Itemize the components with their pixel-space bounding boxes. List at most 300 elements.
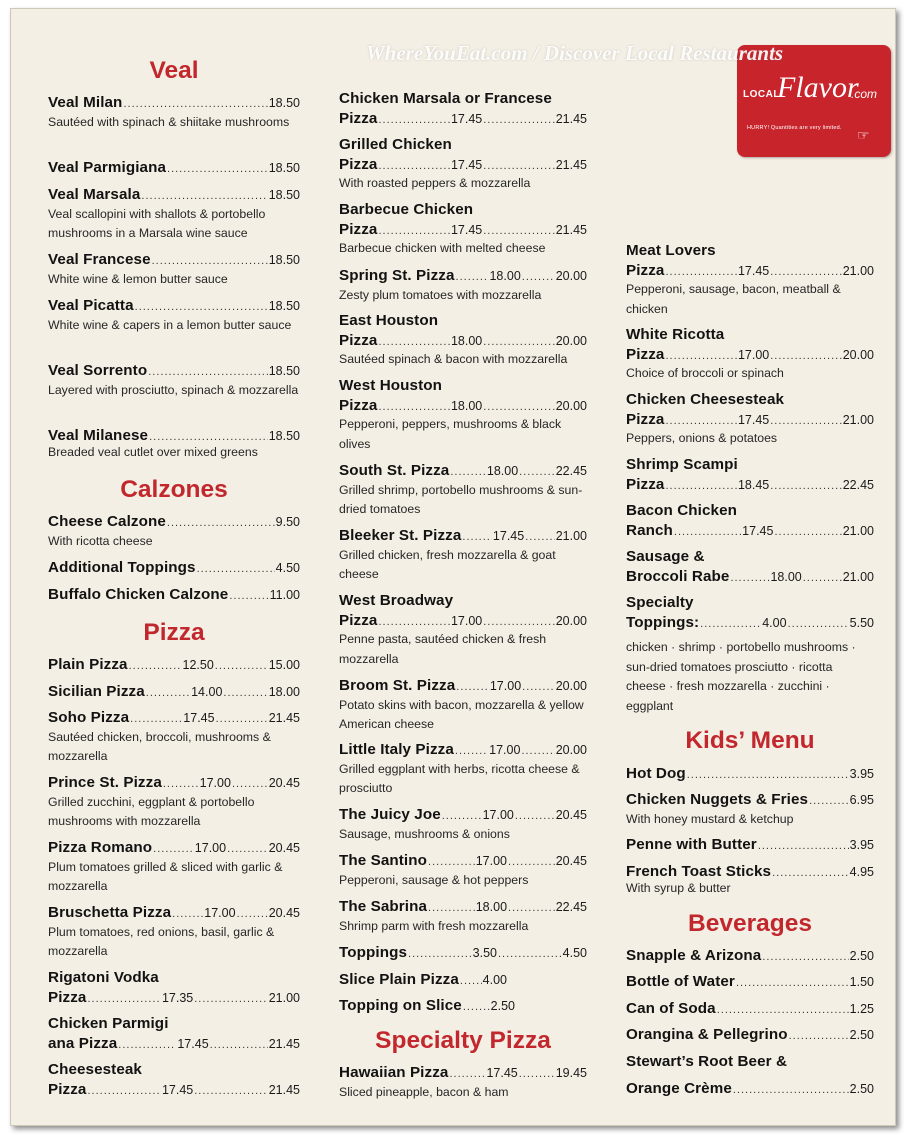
dot-leader (770, 412, 841, 432)
item-price-small: 17.00 (482, 808, 514, 822)
item-name: Pizza (339, 155, 378, 173)
dot-leader (146, 684, 190, 704)
dot-leader (456, 678, 489, 698)
menu-page (10, 8, 896, 1126)
menu-item (626, 501, 874, 540)
item-price-large: 21.00 (268, 990, 300, 1005)
item-price: 18.50 (268, 96, 300, 110)
item-description: With roasted peppers & mozzarella (339, 176, 531, 191)
item-name: Little Italy Pizza (339, 741, 454, 758)
menu-item (339, 376, 587, 454)
item-price-small: 17.45 (737, 263, 770, 278)
item-description: Grilled zucchini, eggplant & portobello mushrooms with mozzarella (48, 794, 255, 829)
menu-item (48, 655, 300, 675)
logo-tagline: HURRY! Quantities are very limited. (747, 125, 842, 131)
item-name: Can of Soda (626, 1000, 716, 1017)
item-name-line1: Stewart’s Root Beer & (626, 1053, 788, 1070)
item-name-line1: Barbecue Chicken (339, 201, 474, 218)
item-price: 18.50 (268, 364, 300, 378)
item-description: Sautéed chicken, broccoli, mushrooms & mozzarella (48, 729, 271, 764)
item-price-small: 17.45 (492, 529, 525, 543)
item-price-small: 18.00 (770, 569, 802, 584)
item-price: 4.00 (482, 973, 507, 987)
menu-item (626, 1052, 874, 1098)
menu-item (339, 461, 587, 520)
item-name: Pizza (339, 220, 378, 238)
dot-leader (522, 268, 555, 288)
item-price-small: 17.00 (194, 841, 227, 855)
item-price-small: 17.00 (737, 347, 770, 362)
section-heading-calzones: Calzones (120, 476, 228, 503)
item-name: Veal Marsala (48, 186, 141, 203)
menu-item (48, 903, 300, 962)
item-name: Cheese Calzone (48, 513, 166, 530)
dot-leader (450, 463, 486, 483)
menu-item (48, 838, 300, 897)
item-name: Veal Francese (48, 251, 151, 268)
dot-leader (515, 807, 555, 827)
item-name-line1: Specialty (626, 594, 694, 611)
item-price-small: 17.45 (742, 523, 774, 538)
dot-leader (700, 615, 761, 635)
dot-leader (687, 766, 849, 786)
item-price-large: 20.00 (842, 347, 874, 362)
dot-leader (428, 853, 475, 873)
item-description: Shrimp parm with fresh mozzarella (339, 918, 529, 933)
dot-leader (216, 710, 268, 730)
item-price: 3.95 (849, 838, 874, 852)
menu-item (626, 999, 874, 1019)
item-description: Zesty plum tomatoes with mozzarella (339, 287, 542, 302)
item-price-large: 22.45 (842, 477, 874, 492)
item-price-large: 20.00 (555, 398, 587, 413)
dot-leader (508, 853, 555, 873)
item-name-line1: West Broadway (339, 592, 454, 609)
item-description: Barbecue chicken with melted cheese (339, 241, 546, 256)
item-description: Sausage, mushrooms & onions (339, 826, 510, 841)
menu-item (339, 943, 587, 963)
item-price-large: 5.50 (849, 615, 874, 630)
menu-item (48, 296, 300, 335)
menu-item (48, 1060, 300, 1099)
item-name-line1: Chicken Marsala or Francese (339, 90, 552, 107)
dot-leader (449, 1065, 485, 1085)
menu-item (48, 558, 300, 578)
item-name: Veal Sorrento (48, 362, 148, 379)
item-description: Grilled chicken, fresh mozzarella & goat cheese (339, 547, 556, 582)
dot-leader (141, 187, 267, 207)
item-name: Orange Crème (626, 1079, 732, 1097)
menu-item (626, 862, 874, 898)
item-name: Toppings (339, 944, 408, 961)
menu-item (339, 805, 587, 844)
item-price-small: 17.45 (177, 1036, 209, 1051)
menu-item (48, 361, 300, 400)
item-price: 18.50 (268, 253, 300, 267)
item-price-large: 21.45 (268, 1036, 300, 1051)
item-description: Potato skins with bacon, mozzarella & yellow American cheese (339, 697, 584, 732)
item-price: 1.25 (849, 1002, 874, 1016)
menu-item (626, 390, 874, 449)
dot-leader (736, 974, 849, 994)
item-name-line1: Sausage & (626, 548, 705, 565)
menu-item (339, 266, 587, 305)
menu-item (48, 512, 300, 551)
dot-leader (770, 477, 841, 497)
dot-leader (123, 95, 267, 115)
dot-leader (522, 678, 555, 698)
menu-item (339, 89, 587, 128)
item-name: Pizza (48, 1080, 87, 1098)
dot-leader (442, 807, 482, 827)
item-description: Grilled eggplant with herbs, ricotta cheese & prosciutto (339, 761, 580, 796)
menu-item (48, 1014, 300, 1053)
item-name: Veal Parmigiana (48, 159, 167, 176)
site-watermark: WhereYouEat.com / Discover Local Restaurants (366, 41, 784, 65)
item-name-line1: Cheesesteak (48, 1061, 142, 1078)
item-price: 4.50 (275, 561, 300, 575)
dot-leader (758, 837, 849, 857)
item-price-small: 17.45 (183, 711, 215, 725)
item-price-small: 17.00 (489, 743, 521, 757)
menu-item (339, 591, 587, 669)
dot-leader (456, 268, 489, 288)
item-price-large: 21.45 (555, 157, 587, 172)
dot-leader (674, 523, 741, 543)
dot-leader (87, 1082, 160, 1102)
menu-item (48, 426, 300, 462)
dot-leader (774, 523, 841, 543)
menu-item (339, 526, 587, 585)
section-heading-beverages: Beverages (688, 910, 812, 937)
item-price-large: 21.45 (268, 1082, 300, 1097)
item-name-line1: West Houston (339, 377, 443, 394)
dot-leader (130, 710, 182, 730)
item-name: Toppings: (626, 613, 700, 631)
item-name: Topping on Slice (339, 997, 462, 1014)
menu-item (339, 1063, 587, 1102)
item-price-small: 17.45 (450, 157, 483, 172)
menu-item (339, 996, 587, 1016)
item-name: Veal Picatta (48, 297, 134, 314)
item-price: 4.95 (849, 865, 874, 879)
item-name: Spring St. Pizza (339, 267, 455, 284)
item-name: Buffalo Chicken Calzone (48, 586, 229, 603)
menu-item (339, 676, 587, 735)
menu-item (339, 135, 587, 194)
menu-item (48, 968, 300, 1007)
menu-item (626, 547, 874, 586)
item-price-small: 18.00 (450, 333, 483, 348)
item-description: With honey mustard & ketchup (626, 811, 794, 826)
item-name: Penne with Butter (626, 836, 757, 853)
item-name: Slice Plain Pizza (339, 971, 459, 988)
item-price: 9.50 (275, 515, 300, 529)
item-name: Prince St. Pizza (48, 774, 162, 791)
item-price-large: 20.00 (555, 679, 587, 693)
item-name-line1: Chicken Cheesesteak (626, 391, 785, 408)
item-name: Pizza (626, 261, 665, 279)
item-price-small: 17.35 (161, 990, 194, 1005)
item-price: 18.50 (268, 161, 300, 175)
item-name: Hot Dog (626, 765, 686, 782)
dot-leader (498, 945, 562, 965)
item-name: Chicken Nuggets & Fries (626, 791, 809, 808)
item-price: 1.50 (849, 975, 874, 989)
menu-item (626, 325, 874, 384)
item-price-small: 12.50 (182, 658, 214, 672)
item-name: Pizza (339, 109, 378, 127)
item-price-large: 20.00 (555, 613, 587, 628)
item-price-small: 17.00 (450, 613, 483, 628)
dot-leader (148, 363, 268, 383)
menu-item (48, 682, 300, 702)
item-price-large: 20.00 (555, 743, 587, 757)
menu-item (48, 158, 300, 178)
item-name-line1: Bacon Chicken (626, 502, 738, 519)
dot-leader (508, 899, 555, 919)
item-name: Pizza Romano (48, 839, 153, 856)
menu-item (339, 311, 587, 370)
item-price-small: 17.45 (161, 1082, 194, 1097)
dot-leader (525, 528, 555, 548)
item-description: Breaded veal cutlet over mixed greens (48, 444, 258, 459)
item-name-line1: Chicken Parmigi (48, 1015, 169, 1032)
item-description: Plum tomatoes grilled & sliced with garlic & mozzarella (48, 859, 283, 894)
menu-item (626, 593, 874, 717)
item-name-line1: White Ricotta (626, 326, 725, 343)
item-price-small: 18.45 (737, 477, 770, 492)
item-name: Pizza (626, 475, 665, 493)
item-price-small: 18.00 (475, 900, 508, 914)
item-description: With ricotta cheese (48, 533, 153, 548)
dot-leader (772, 864, 849, 884)
dot-leader (717, 1001, 849, 1021)
item-name: Pizza (626, 410, 665, 428)
item-price-small: 18.00 (450, 398, 483, 413)
dot-leader (197, 560, 275, 580)
item-price-large: 22.45 (555, 900, 587, 914)
dot-leader (163, 775, 199, 795)
item-name: The Sabrina (339, 898, 428, 915)
item-price: 2.50 (849, 949, 874, 963)
item-name: Hawaiian Pizza (339, 1064, 449, 1081)
item-price: 18.50 (268, 299, 300, 313)
menu-item (339, 740, 587, 799)
menu-item (48, 185, 300, 244)
item-description: Pepperoni, sausage, bacon, meatball & chicken (626, 282, 841, 316)
item-description: Penne pasta, sautéed chicken & fresh mozzarella (339, 632, 547, 666)
dot-leader (152, 252, 268, 272)
item-description: chicken · shrimp · portobello mushrooms · sun-dried tomatoes prosciutto · ricotta cheese · fresh mozzarella · zucchini · eggplant (626, 640, 856, 713)
item-name: Pizza (339, 611, 378, 629)
item-description: Peppers, onions & potatoes (626, 431, 778, 446)
dot-leader (378, 111, 449, 131)
dot-leader (762, 948, 848, 968)
dot-leader (519, 1065, 555, 1085)
dot-leader (730, 569, 769, 589)
item-name: Soho Pizza (48, 709, 130, 726)
dot-leader (519, 463, 555, 483)
dot-leader (788, 615, 849, 635)
dot-leader (232, 775, 268, 795)
item-description: Sautéed spinach & bacon with mozzarella (339, 352, 568, 367)
item-description: Pepperoni, peppers, mushrooms & black olives (339, 417, 562, 451)
item-price: 2.50 (849, 1081, 874, 1096)
dot-leader (463, 998, 490, 1018)
item-price-large: 21.00 (842, 263, 874, 278)
logo-com-text: .com (851, 87, 878, 101)
item-price: 2.50 (849, 1028, 874, 1042)
dot-leader (665, 477, 736, 497)
item-description: Plum tomatoes, red onions, basil, garlic & mozzarella (48, 924, 275, 959)
menu-item (48, 773, 300, 832)
item-name: The Juicy Joe (339, 806, 441, 823)
item-price-small: 18.00 (489, 269, 521, 283)
item-price-small: 17.00 (489, 679, 522, 693)
item-price-large: 15.00 (268, 658, 300, 672)
dot-leader (428, 899, 475, 919)
menu-item (339, 851, 587, 890)
item-name: Bottle of Water (626, 973, 735, 990)
dot-leader (210, 1036, 268, 1056)
logo-local-text: LOCAL (743, 89, 780, 100)
menu-item (339, 897, 587, 936)
dot-leader (462, 528, 492, 548)
item-price-large: 21.45 (555, 111, 587, 126)
item-price-large: 20.45 (555, 808, 587, 822)
menu-item (626, 972, 874, 992)
item-description: Layered with prosciutto, spinach & mozzarella (48, 382, 299, 397)
item-description: White wine & capers in a lemon butter sauce (48, 317, 292, 332)
dot-leader (408, 945, 472, 965)
item-price-large: 20.00 (555, 269, 587, 283)
menu-item (626, 835, 874, 855)
item-description: Grilled shrimp, portobello mushrooms & sun-dried tomatoes (339, 482, 583, 517)
dot-leader (803, 569, 842, 589)
menu-item (339, 970, 587, 990)
item-price-large: 21.00 (842, 569, 874, 584)
item-name: Broccoli Rabe (626, 567, 730, 585)
menu-item (48, 93, 300, 132)
item-name-line1: East Houston (339, 312, 439, 329)
section-heading-veal: Veal (149, 57, 199, 84)
item-name: Bruschetta Pizza (48, 904, 172, 921)
item-price-large: 21.00 (842, 523, 874, 538)
item-price-large: 20.45 (268, 906, 300, 920)
item-price-large: 22.45 (555, 464, 587, 478)
dot-leader (129, 657, 182, 677)
item-name-line1: Grilled Chicken (339, 136, 452, 153)
item-price-large: 20.45 (268, 841, 300, 855)
item-price-small: 14.00 (191, 685, 223, 699)
item-price-small: 17.45 (450, 111, 483, 126)
item-description: White wine & lemon butter sauce (48, 271, 228, 286)
dot-leader (118, 1036, 176, 1056)
item-description: Veal scallopini with shallots & portobello mushrooms in a Marsala wine sauce (48, 206, 266, 241)
section-heading-kids-menu: Kids’ Menu (685, 727, 815, 754)
item-price-small: 17.45 (450, 222, 483, 237)
item-price-small: 17.00 (475, 854, 507, 868)
dot-leader (172, 905, 203, 925)
dot-leader (223, 684, 267, 704)
item-name: Ranch (626, 521, 673, 539)
menu-item (48, 708, 300, 767)
item-price-small: 17.45 (486, 1066, 518, 1080)
menu-item (626, 1025, 874, 1045)
item-price-large: 19.45 (555, 1066, 587, 1080)
menu-item (48, 250, 300, 289)
pointer-hand-icon: ☞ (857, 127, 870, 143)
item-price-small: 17.00 (204, 906, 236, 920)
item-price-large: 21.45 (268, 711, 300, 725)
item-name: ana Pizza (48, 1034, 118, 1052)
dot-leader (483, 111, 554, 131)
item-price-small: 3.50 (472, 946, 497, 960)
item-description: Sautéed with spinach & shiitake mushrooms (48, 114, 290, 129)
item-name-line1: Rigatoni Vodka (48, 969, 159, 986)
item-name: Snapple & Arizona (626, 947, 762, 964)
item-name: Pizza (48, 988, 87, 1006)
dot-leader (521, 742, 554, 762)
item-name: Bleeker St. Pizza (339, 527, 462, 544)
menu-item (48, 585, 300, 605)
section-heading-specialty-pizza: Specialty Pizza (375, 1027, 551, 1054)
item-price: 11.00 (269, 588, 300, 602)
item-price: 3.95 (849, 767, 874, 781)
item-price: 18.50 (268, 188, 300, 202)
dot-leader (167, 160, 268, 180)
item-price-large: 21.45 (555, 222, 587, 237)
item-price-small: 4.00 (762, 615, 787, 630)
item-name: Veal Milanese (48, 427, 149, 444)
item-name: Pizza (339, 331, 378, 349)
item-name: Pizza (626, 345, 665, 363)
dot-leader (227, 840, 268, 860)
item-price: 6.95 (849, 793, 874, 807)
item-name: Sicilian Pizza (48, 683, 145, 700)
item-description: Pepperoni, sausage & hot peppers (339, 872, 529, 887)
item-description: Sliced pineapple, bacon & ham (339, 1084, 509, 1099)
dot-leader (135, 298, 268, 318)
item-name: The Santino (339, 852, 428, 869)
item-price-large: 18.00 (268, 685, 300, 699)
menu-item (626, 241, 874, 319)
item-price-large: 20.45 (555, 854, 587, 868)
item-name: South St. Pizza (339, 462, 450, 479)
item-name: Orangina & Pellegrino (626, 1026, 788, 1043)
logo-flavor-text: Flavor (777, 71, 859, 104)
item-name-line1: Shrimp Scampi (626, 456, 738, 473)
item-description: With syrup & butter (626, 880, 731, 895)
dot-leader (237, 905, 268, 925)
dot-leader (215, 657, 268, 677)
item-price-small: 18.00 (486, 464, 519, 478)
menu-item (626, 946, 874, 966)
dot-leader (87, 990, 160, 1010)
dot-leader (194, 1082, 267, 1102)
item-name: Additional Toppings (48, 559, 196, 576)
item-price-large: 21.00 (555, 529, 587, 543)
dot-leader (153, 840, 194, 860)
item-price-small: 17.45 (737, 412, 770, 427)
item-price: 18.50 (268, 429, 300, 443)
item-name: Plain Pizza (48, 656, 128, 673)
item-price-large: 20.00 (555, 333, 587, 348)
menu-item (626, 790, 874, 829)
item-name: Veal Milan (48, 94, 123, 111)
item-name-line1: Meat Lovers (626, 242, 716, 259)
